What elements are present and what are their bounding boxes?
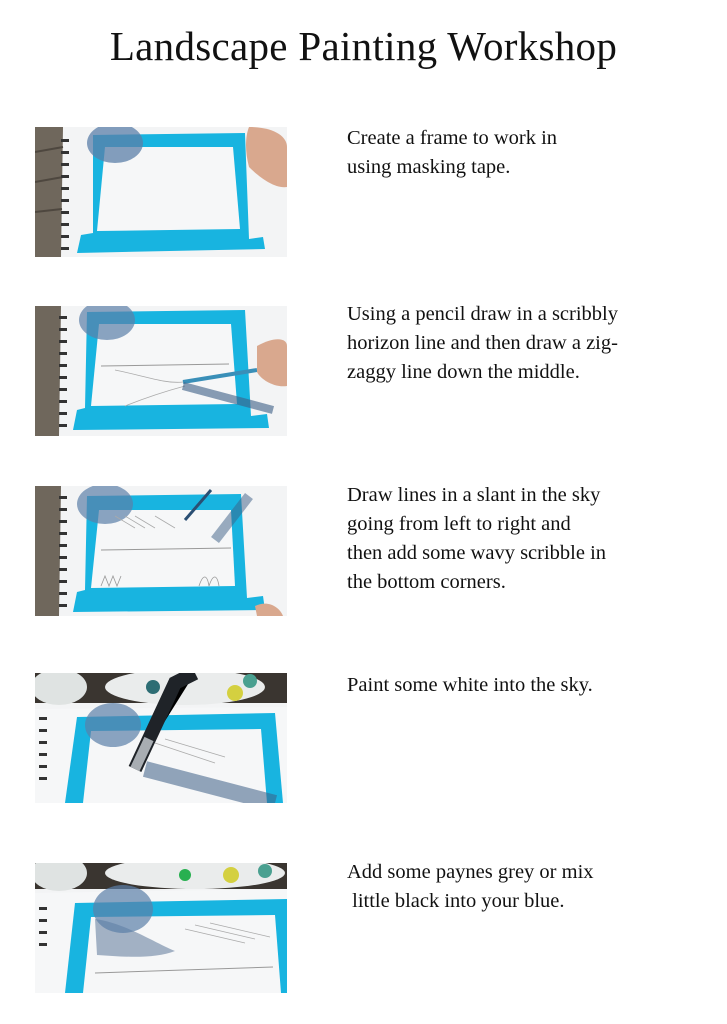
caption-line: zaggy line down the middle.	[347, 361, 580, 383]
caption-line: going from left to right and	[347, 513, 571, 535]
step-2-caption	[347, 300, 707, 387]
step-1-caption	[347, 124, 707, 182]
paint-white-sky-photo	[35, 673, 287, 803]
caption-line: Using a pencil draw in a scribbly	[347, 303, 618, 325]
step-4-caption	[347, 671, 707, 700]
caption-line: then add some wavy scribble in	[347, 542, 607, 564]
caption-line: little black into your blue.	[347, 890, 565, 912]
caption-line: Paint some white into the sky.	[347, 674, 593, 696]
caption-line: the bottom corners.	[347, 571, 506, 593]
caption-line: Create a frame to work in	[347, 127, 558, 149]
slant-lines-scribbles-photo	[35, 486, 287, 616]
page-title: Landscape Painting Workshop	[109, 23, 618, 69]
pencil-horizon-line-photo	[35, 306, 287, 436]
caption-line: Draw lines in a slant in the sky	[347, 484, 601, 506]
paynes-grey-sky-photo	[35, 863, 287, 993]
step-3-caption	[347, 481, 707, 597]
masking-tape-frame-photo	[35, 127, 287, 257]
step-5-caption	[347, 858, 707, 916]
caption-line: horizon line and then draw a zig-	[347, 332, 618, 354]
caption-line: Add some paynes grey or mix	[347, 861, 594, 883]
caption-line: using masking tape.	[347, 156, 511, 178]
